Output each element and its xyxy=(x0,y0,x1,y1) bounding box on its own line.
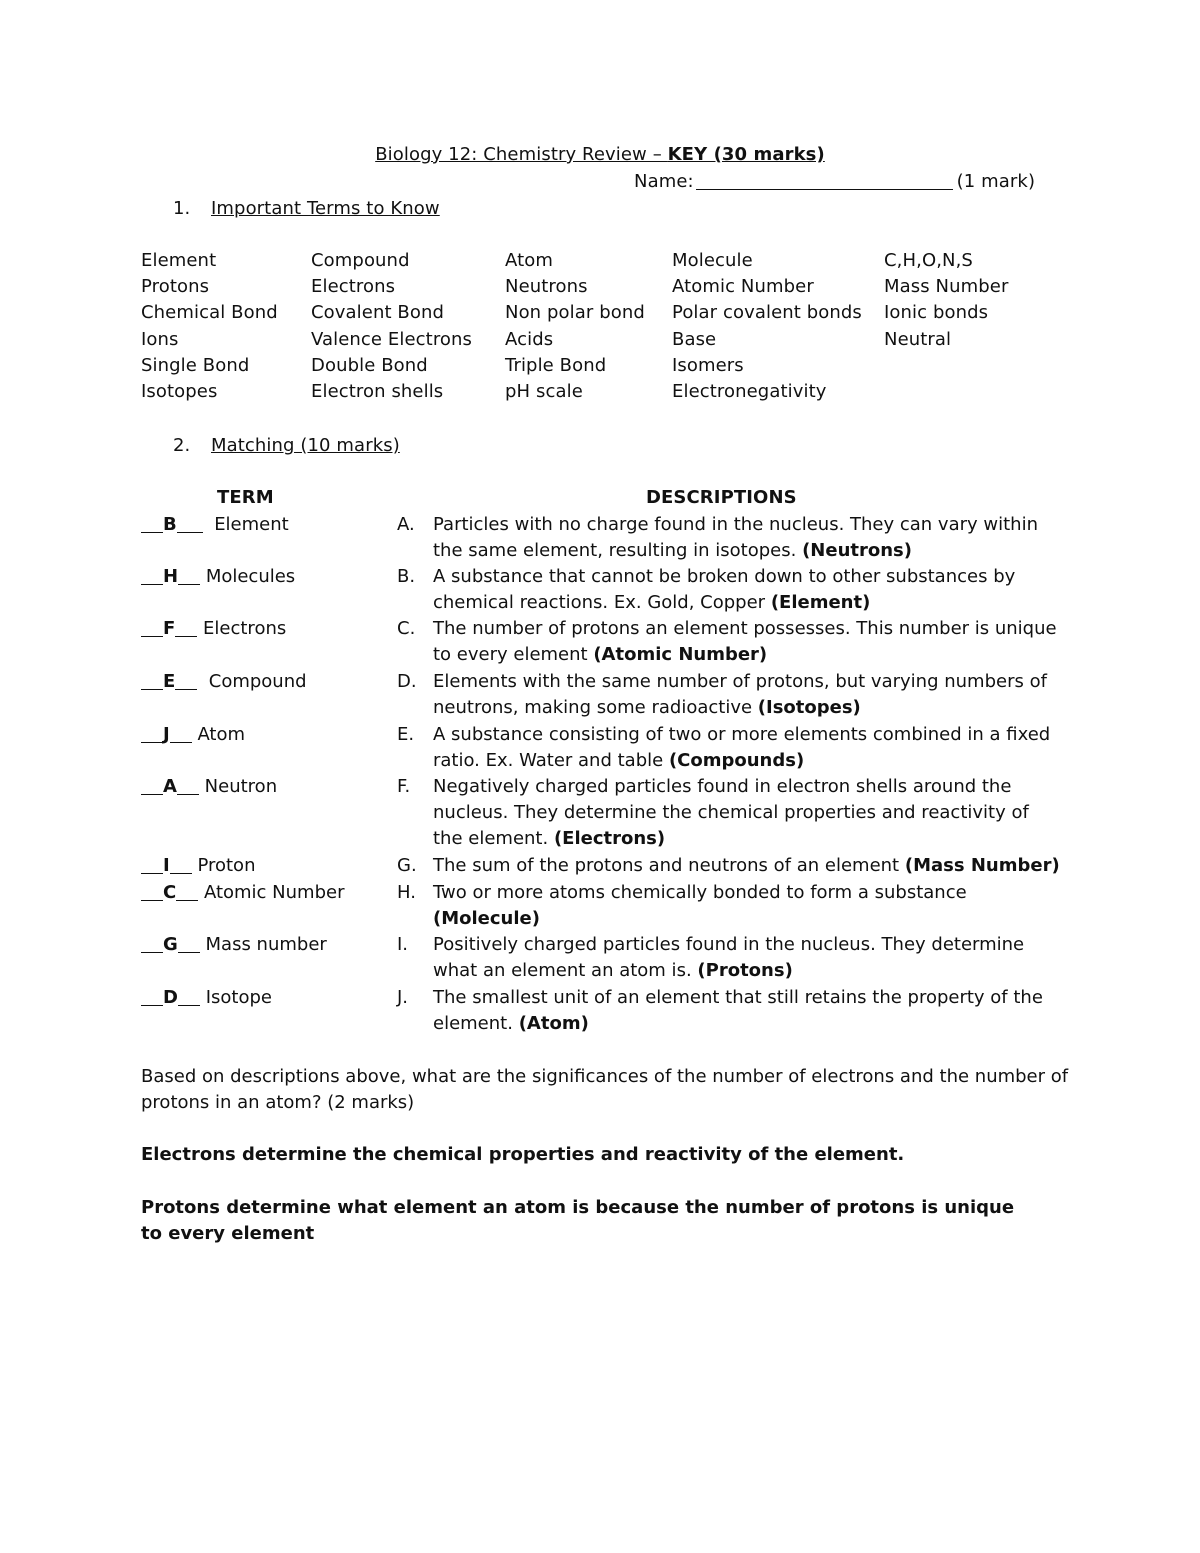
answer-blank-tail xyxy=(177,774,199,795)
answer-blank[interactable] xyxy=(141,722,163,743)
description-letter: J. xyxy=(397,987,409,1008)
matching-term xyxy=(141,932,327,958)
question-text: Based on descriptions above, what are the significances of the number of electrons and the number of protons in an atom? (2 marks) xyxy=(141,1066,1069,1114)
matching-term xyxy=(141,564,295,590)
answer-letter: B xyxy=(163,514,177,535)
term-label: Atomic Number xyxy=(203,882,345,903)
description-letter: E. xyxy=(397,724,415,745)
answer-blank[interactable] xyxy=(141,512,163,533)
matching-term xyxy=(141,512,289,538)
term-cell: Base xyxy=(672,329,717,350)
answer-letter: G xyxy=(163,934,178,955)
description-answer: (Neutrons) xyxy=(802,540,912,562)
term-cell: Chemical Bond xyxy=(141,302,278,323)
term-cell: Non polar bond xyxy=(505,302,645,323)
description-item xyxy=(433,774,1063,853)
description-item xyxy=(433,853,1063,879)
description-answer: (Element) xyxy=(770,592,871,614)
term-cell: Polar covalent bonds xyxy=(672,302,862,323)
description-item xyxy=(433,512,1063,564)
answer-blank-tail xyxy=(178,985,200,1006)
matching-term xyxy=(141,722,245,748)
term-cell: Covalent Bond xyxy=(311,302,445,323)
descriptions-column-header: DESCRIPTIONS xyxy=(646,487,797,508)
description-text: Negatively charged particles found in electron shells around the nucleus. They determine the chemical properties and reactivity of the element. xyxy=(433,776,1029,850)
matching-term xyxy=(141,616,286,642)
term-cell: Electrons xyxy=(311,276,396,297)
matching-term xyxy=(141,880,344,906)
term-label: Mass number xyxy=(205,934,327,955)
section2-title: Matching (10 marks) xyxy=(211,435,400,456)
answer-blank[interactable] xyxy=(141,616,163,637)
term-cell: Mass Number xyxy=(884,276,1009,297)
description-answer: (Protons) xyxy=(697,960,793,982)
section1-number: 1. xyxy=(173,198,191,219)
section2-number: 2. xyxy=(173,435,191,456)
answer-letter: I xyxy=(163,855,170,876)
answer-blank-tail xyxy=(170,722,192,743)
title-prefix: Biology 12: Chemistry Review – xyxy=(375,144,668,165)
term-cell: pH scale xyxy=(505,381,583,402)
answer-blank-tail xyxy=(177,512,203,533)
term-cell: Neutrons xyxy=(505,276,588,297)
answer-letter: J xyxy=(163,724,170,745)
answer-blank[interactable] xyxy=(141,853,163,874)
term-label: Isotope xyxy=(205,987,272,1008)
description-text: The smallest unit of an element that still retains the property of the element. xyxy=(433,987,1043,1035)
term-cell: Triple Bond xyxy=(505,355,607,376)
matching-term xyxy=(141,985,272,1011)
term-cell: Compound xyxy=(311,250,410,271)
answer-letter: D xyxy=(163,987,178,1008)
answer-letter: A xyxy=(163,776,177,797)
term-label: Molecules xyxy=(205,566,296,587)
matching-term xyxy=(141,853,255,879)
answer-blank-tail xyxy=(176,880,198,901)
description-answer: (Mass Number) xyxy=(904,855,1060,876)
term-cell: Electronegativity xyxy=(672,381,827,402)
description-answer: (Atomic Number) xyxy=(593,644,768,666)
answer-protons: Protons determine what element an atom is because the number of protons is unique to every element xyxy=(141,1197,1015,1245)
document-title xyxy=(0,142,1200,168)
description-answer: (Compounds) xyxy=(668,750,805,772)
title-key: KEY (30 marks) xyxy=(667,144,825,165)
description-item xyxy=(433,880,1063,932)
description-item xyxy=(433,985,1063,1037)
term-label: Neutron xyxy=(204,776,278,797)
matching-term xyxy=(141,774,277,800)
term-cell: Electron shells xyxy=(311,381,444,402)
answer-blank[interactable] xyxy=(141,880,163,901)
description-item xyxy=(433,722,1063,774)
term-cell: Atom xyxy=(505,250,554,271)
term-label: Compound xyxy=(208,671,307,692)
term-cell: Isomers xyxy=(672,355,744,376)
answer-blank-tail xyxy=(175,669,197,690)
description-letter: C. xyxy=(397,618,416,639)
term-cell: Ions xyxy=(141,329,179,350)
name-marks: (1 mark) xyxy=(956,171,1036,192)
description-letter: H. xyxy=(397,882,416,903)
term-cell: Neutral xyxy=(884,329,952,350)
answer-letter: H xyxy=(163,566,179,587)
answer-blank-tail xyxy=(178,564,200,585)
description-text: Elements with the same number of protons, but varying numbers of neutrons, making some radioactive xyxy=(433,671,1047,719)
term-cell: Double Bond xyxy=(311,355,428,376)
name-field[interactable] xyxy=(696,169,953,190)
description-letter: G. xyxy=(397,855,417,876)
term-cell: Molecule xyxy=(672,250,753,271)
description-answer: (Atom) xyxy=(518,1013,589,1035)
term-label: Electrons xyxy=(203,618,287,639)
description-text: Particles with no charge found in the nucleus. They can vary within the same element, resulting in isotopes. xyxy=(433,514,1038,562)
answer-letter: C xyxy=(163,882,177,903)
term-column-header: TERM xyxy=(217,487,274,508)
description-text: A substance that cannot be broken down to other substances by chemical reactions. Ex. Gold, Copper xyxy=(433,566,1016,614)
answer-letter: E xyxy=(163,671,176,692)
answer-blank[interactable] xyxy=(141,932,163,953)
term-cell: Element xyxy=(141,250,217,271)
description-item xyxy=(433,616,1063,668)
answer-blank-tail xyxy=(170,853,192,874)
term-cell: C,H,O,N,S xyxy=(884,250,973,271)
description-letter: I. xyxy=(397,934,409,955)
description-answer: (Molecule) xyxy=(433,908,540,930)
description-text: The sum of the protons and neutrons of an element xyxy=(433,855,900,876)
description-answer: (Isotopes) xyxy=(757,697,861,719)
description-item xyxy=(433,669,1063,721)
description-letter: B. xyxy=(397,566,416,587)
term-label: Atom xyxy=(197,724,246,745)
name-row xyxy=(634,169,1035,195)
term-cell: Protons xyxy=(141,276,210,297)
description-letter: D. xyxy=(397,671,417,692)
description-answer: (Electrons) xyxy=(553,828,666,850)
description-letter: F. xyxy=(397,776,411,797)
answer-blank-tail xyxy=(178,932,200,953)
description-letter: A. xyxy=(397,514,415,535)
term-label: Proton xyxy=(197,855,256,876)
name-label: Name: xyxy=(634,171,694,192)
answer-electrons: Electrons determine the chemical properties and reactivity of the element. xyxy=(141,1144,905,1165)
answer-blank[interactable] xyxy=(141,774,163,795)
description-text: Positively charged particles found in the nucleus. They determine what an element an atom is. xyxy=(433,934,1025,982)
matching-term xyxy=(141,669,307,695)
description-text: The number of protons an element possesses. This number is unique to every element xyxy=(433,618,1057,666)
answer-blank[interactable] xyxy=(141,669,163,690)
description-text: Two or more atoms chemically bonded to form a substance xyxy=(433,882,967,903)
answer-blank-tail xyxy=(175,616,197,637)
term-label: Element xyxy=(214,514,289,535)
description-item xyxy=(433,564,1063,616)
term-cell: Acids xyxy=(505,329,554,350)
answer-blank[interactable] xyxy=(141,985,163,1006)
term-cell: Isotopes xyxy=(141,381,218,402)
term-cell: Valence Electrons xyxy=(311,329,473,350)
term-cell: Ionic bonds xyxy=(884,302,989,323)
answer-blank[interactable] xyxy=(141,564,163,585)
description-item xyxy=(433,932,1063,984)
term-cell: Atomic Number xyxy=(672,276,814,297)
term-cell: Single Bond xyxy=(141,355,250,376)
description-text: A substance consisting of two or more elements combined in a fixed ratio. Ex. Water and table xyxy=(433,724,1051,772)
answer-letter: F xyxy=(163,618,176,639)
section1-title: Important Terms to Know xyxy=(211,198,440,219)
